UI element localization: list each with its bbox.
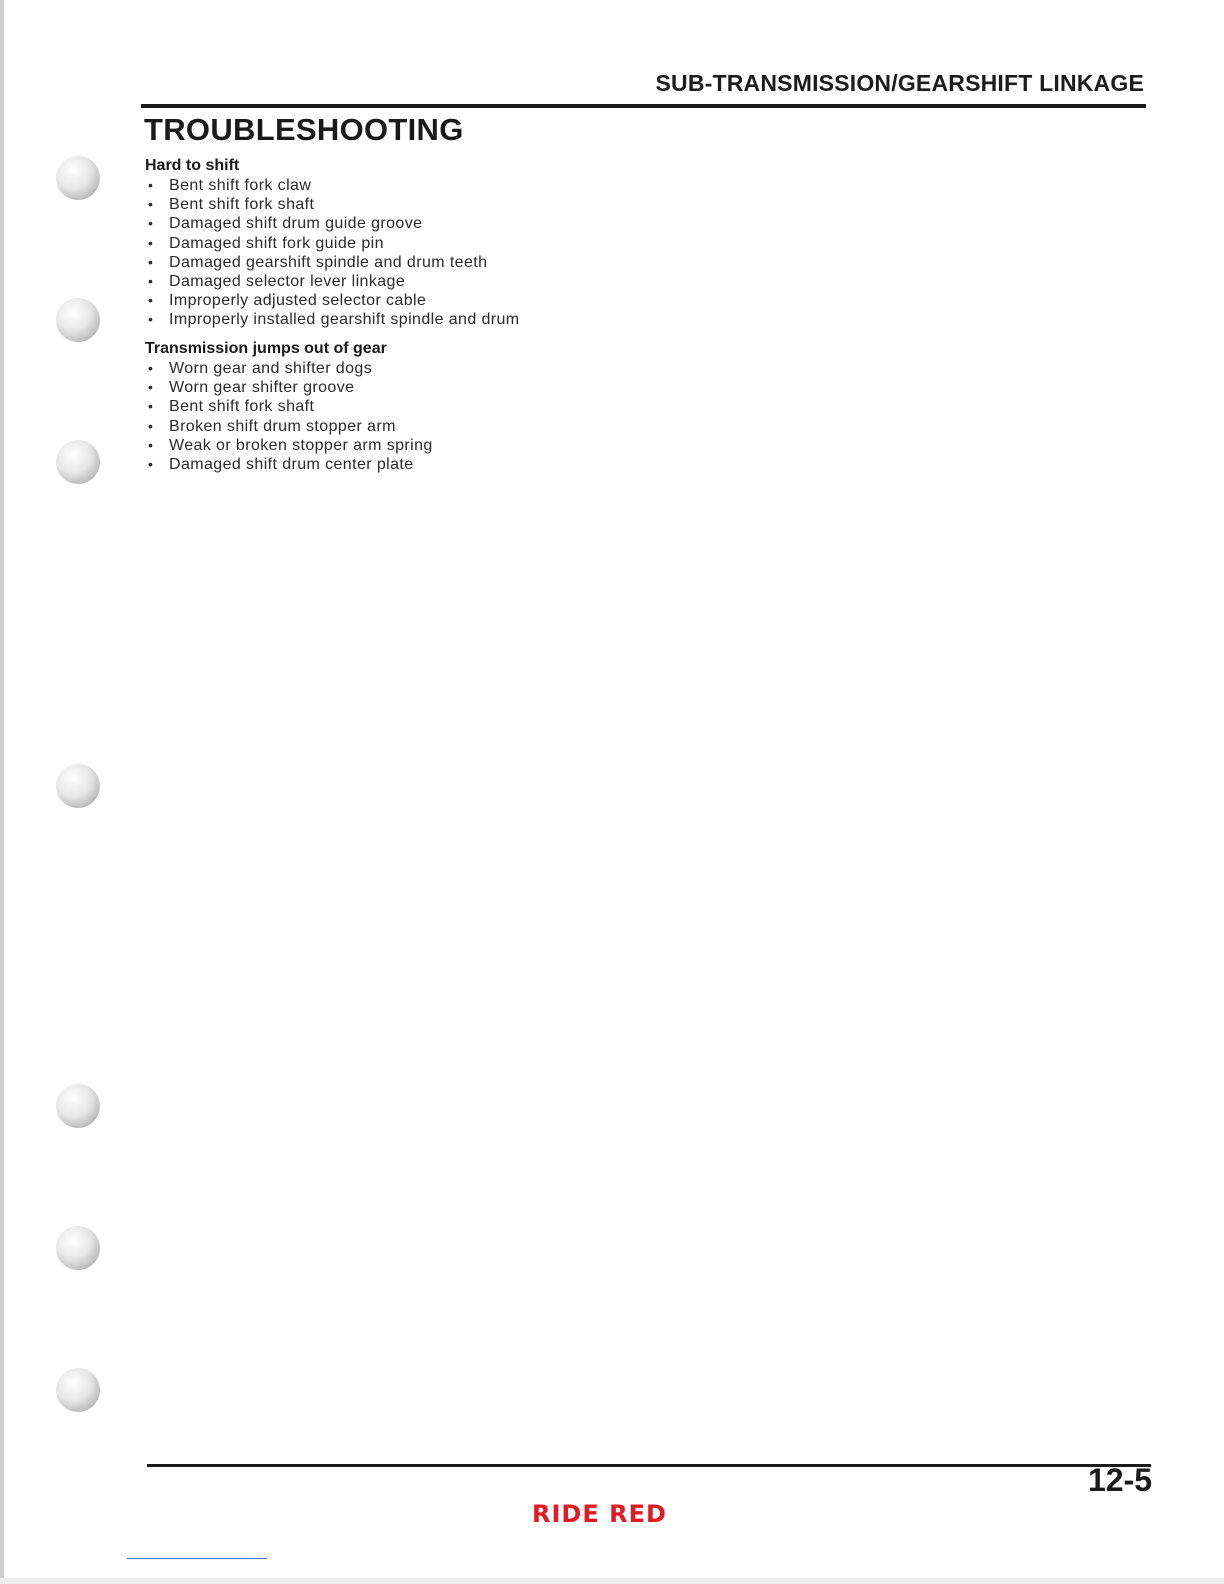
bullet-icon: •	[148, 234, 154, 251]
binder-hole	[56, 156, 100, 200]
bullet-icon: •	[148, 436, 154, 453]
list-item	[145, 359, 433, 378]
cause-text: Bent shift fork shaft	[169, 196, 315, 214]
list-item	[145, 291, 520, 310]
scan-artifact-line	[127, 1558, 267, 1559]
cause-text: Worn gear shifter groove	[169, 379, 355, 397]
brand-logo: RIDE RED	[532, 1500, 667, 1528]
cause-text: Broken shift drum stopper arm	[169, 417, 396, 435]
cause-text: Improperly adjusted selector cable	[169, 292, 427, 310]
binder-hole	[56, 298, 100, 342]
cause-list	[145, 359, 433, 474]
symptom-heading: Transmission jumps out of gear	[145, 340, 387, 357]
list-item	[145, 234, 520, 253]
cause-text: Improperly installed gearshift spindle and drum	[169, 311, 520, 329]
binder-hole	[56, 1226, 100, 1270]
bullet-icon: •	[148, 417, 154, 434]
bullet-icon: •	[148, 177, 154, 193]
bullet-icon: •	[148, 196, 154, 213]
cause-text: Bent shift fork claw	[169, 177, 312, 194]
symptom-group-hard-to-shift	[145, 156, 520, 330]
list-item	[145, 195, 520, 214]
section-title: TROUBLESHOOTING	[144, 112, 464, 147]
list-item	[145, 436, 433, 455]
cause-list	[145, 176, 520, 330]
bullet-icon: •	[148, 215, 154, 232]
bullet-icon: •	[148, 292, 154, 309]
binder-hole	[56, 764, 100, 808]
cause-text: Weak or broken stopper arm spring	[169, 436, 433, 454]
cause-text: Damaged selector lever linkage	[169, 272, 406, 290]
footer-rule	[147, 1464, 1151, 1467]
cause-text: Bent shift fork shaft	[169, 398, 315, 416]
cause-text: Damaged shift drum guide groove	[169, 215, 423, 233]
symptom-heading: Hard to shift	[145, 157, 240, 174]
bullet-icon: •	[148, 311, 154, 328]
cause-text: Worn gear and shifter dogs	[169, 360, 373, 377]
symptom-group-jumps-out-of-gear	[145, 339, 433, 474]
cause-text: Damaged shift fork guide pin	[169, 234, 384, 252]
page-edge-left	[0, 0, 4, 1584]
cause-text: Damaged shift drum center plate	[169, 455, 414, 473]
bullet-icon: •	[148, 455, 154, 472]
list-item	[145, 455, 433, 474]
binder-hole	[56, 1368, 100, 1412]
binder-hole	[56, 1084, 100, 1128]
bullet-icon: •	[148, 272, 154, 289]
bullet-icon: •	[148, 379, 154, 396]
list-item	[145, 397, 433, 416]
binder-hole	[56, 440, 100, 484]
list-item	[145, 310, 520, 329]
list-item	[145, 176, 520, 195]
header-rule	[141, 104, 1146, 108]
page-edge-bottom	[0, 1578, 1224, 1584]
bullet-icon: •	[148, 398, 154, 415]
page-number: 12-5	[1087, 1462, 1152, 1498]
list-item	[145, 417, 433, 436]
chapter-title: SUB-TRANSMISSION/GEARSHIFT LINKAGE	[655, 70, 1144, 96]
bullet-icon: •	[148, 360, 154, 376]
list-item	[145, 272, 520, 291]
list-item	[145, 253, 520, 272]
list-item	[145, 214, 520, 233]
cause-text: Damaged gearshift spindle and drum teeth	[169, 253, 488, 271]
bullet-icon: •	[148, 253, 154, 270]
list-item	[145, 378, 433, 397]
